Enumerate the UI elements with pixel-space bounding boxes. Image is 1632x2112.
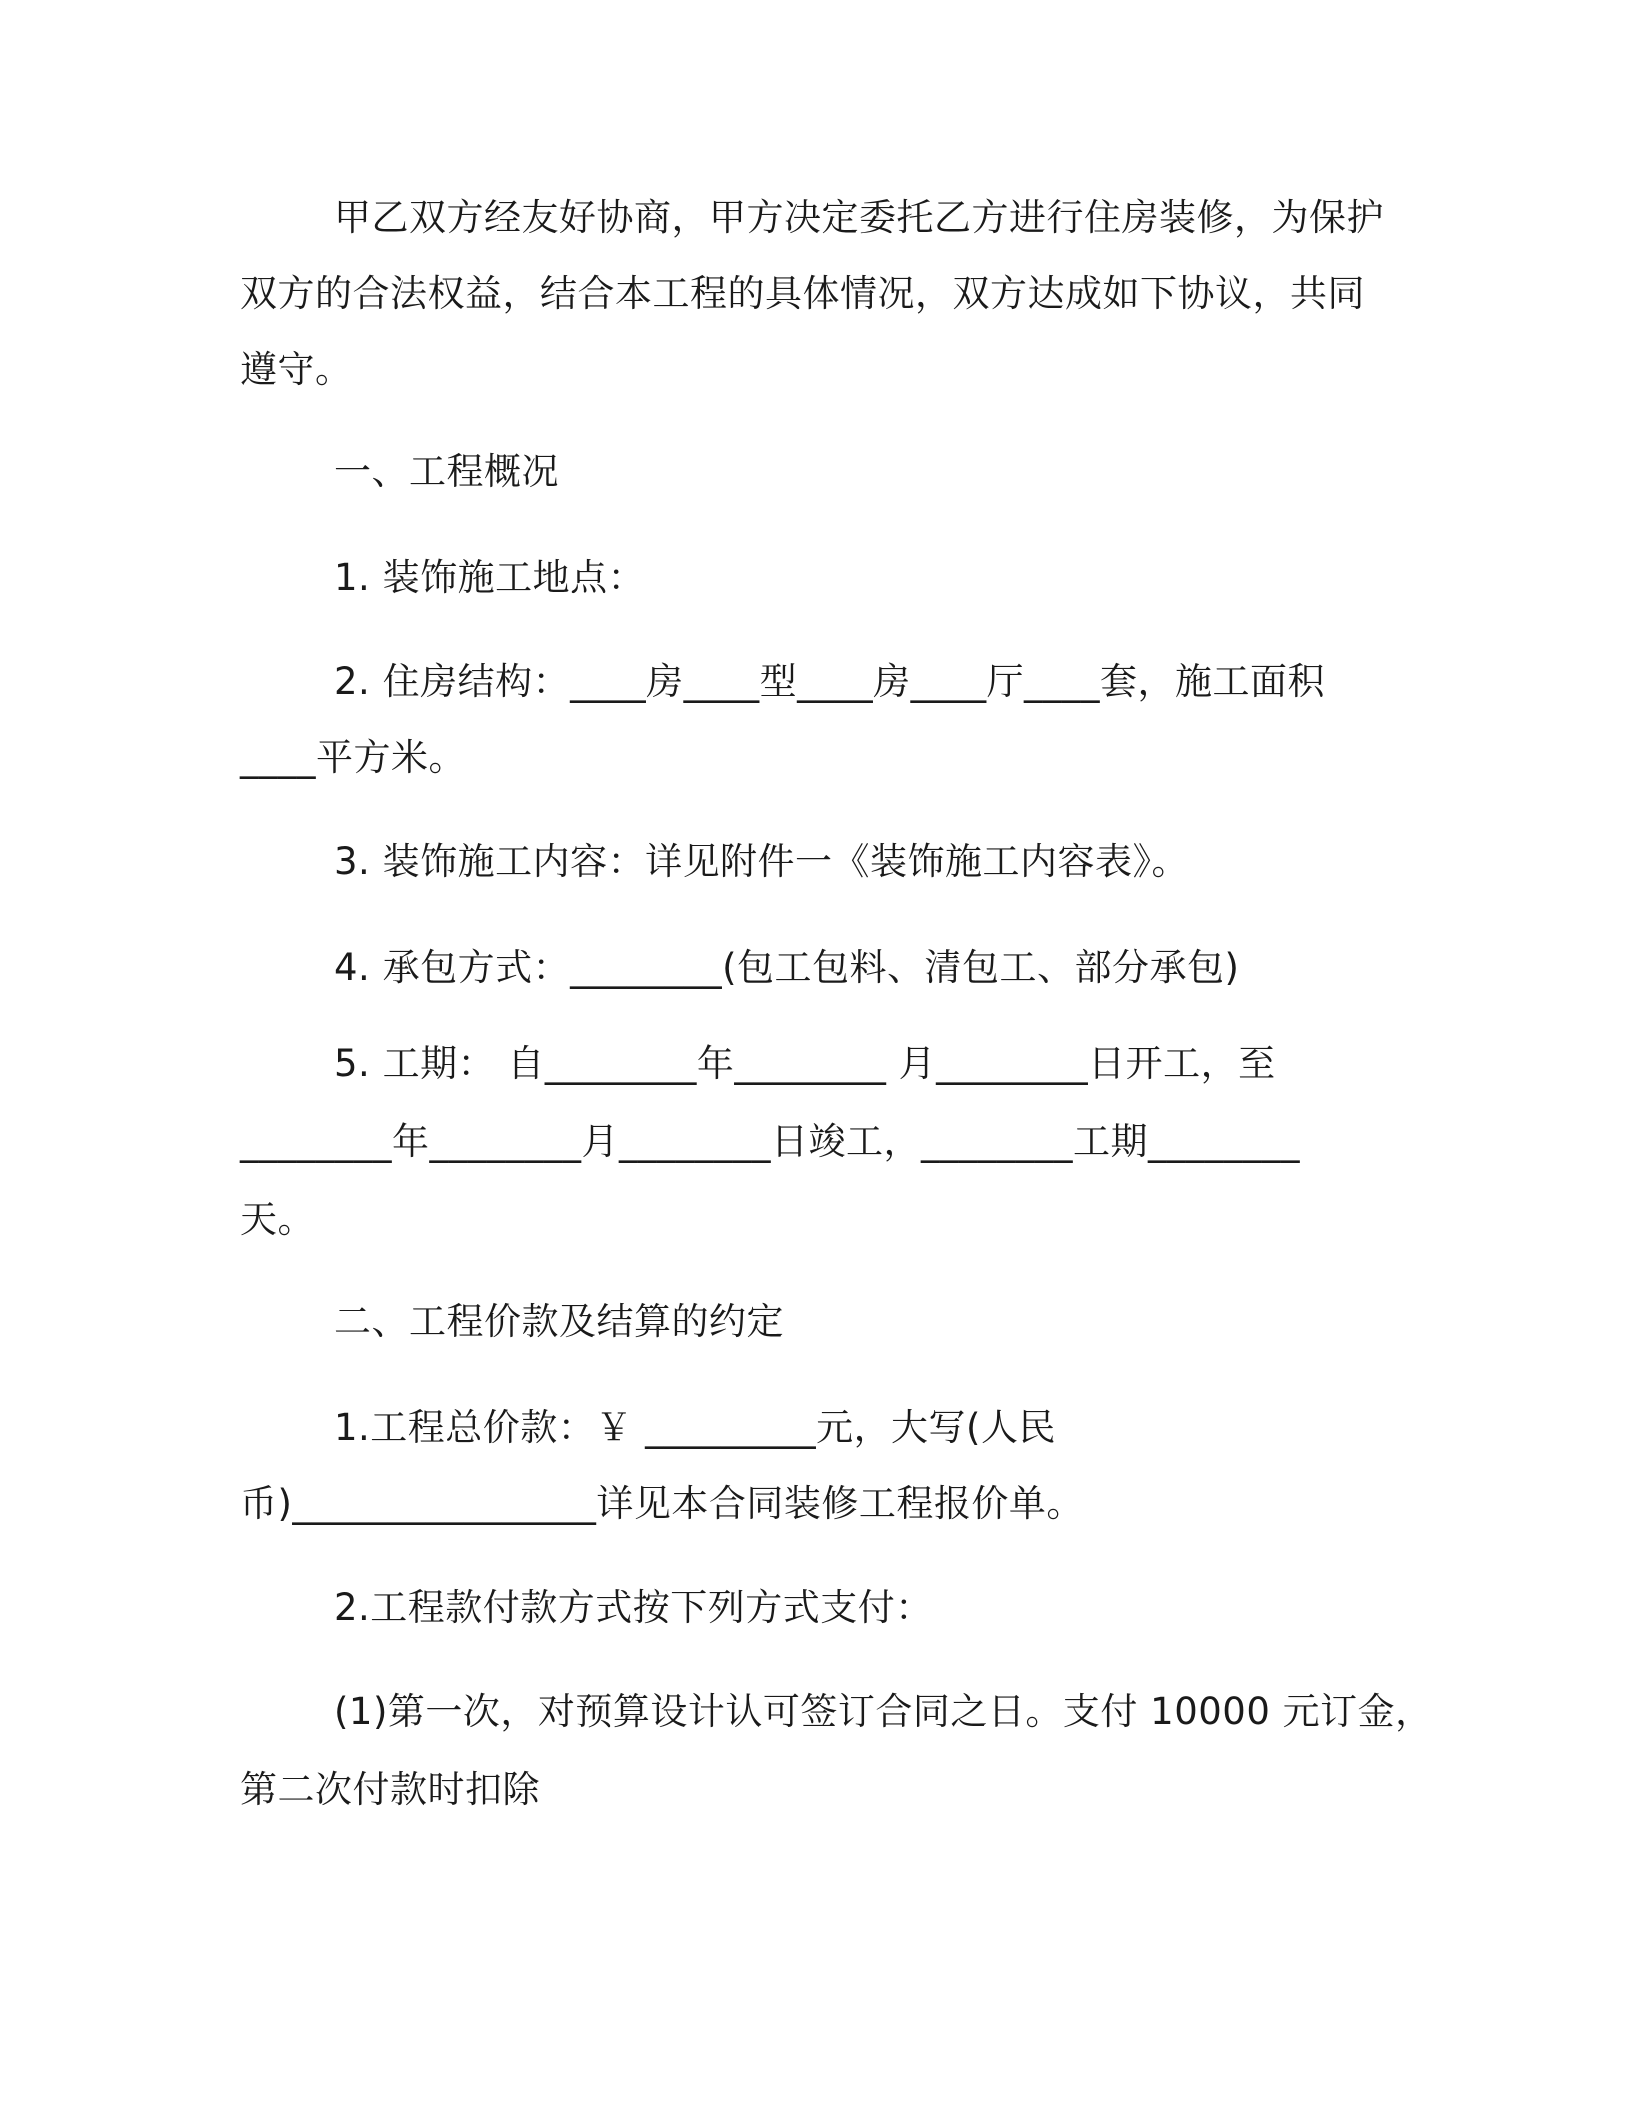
section-1-item-2-line-2: ____平方米。 [240, 736, 466, 779]
section-2-item-2a-line-1: (1)第一次，对预算设计认可签订合同之日。支付 10000 元订金， [334, 1690, 1433, 1733]
intro-line-3: 遵守。 [240, 348, 353, 391]
section-1-item-3: 3. 装饰施工内容：详见附件一《装饰施工内容表》。 [334, 840, 1190, 883]
section-2-item-1-line-1: 1.工程总价款：￥ _________元，大写(人民 [334, 1406, 1056, 1449]
section-2-item-2: 2.工程款付款方式按下列方式支付： [334, 1586, 933, 1629]
section-1-item-5-line-2: ________年________月________日竣工，________工期________ [240, 1120, 1300, 1163]
section-2-item-2a-line-2: 第二次付款时扣除 [240, 1768, 540, 1811]
section-1-item-5-line-3: 天。 [240, 1198, 315, 1241]
section-1-item-1: 1. 装饰施工地点： [334, 556, 646, 599]
section-1-item-4: 4. 承包方式：________(包工包料、清包工、部分承包) [334, 946, 1240, 989]
intro-line-2: 双方的合法权益，结合本工程的具体情况，双方达成如下协议，共同 [240, 272, 1365, 315]
section-2-item-1-line-2: 币)________________详见本合同装修工程报价单。 [240, 1482, 1084, 1525]
section-1-item-5-line-1: 5. 工期： 自________年________ 月________日开工，至 [334, 1042, 1276, 1085]
section-1-heading: 一、工程概况 [334, 450, 559, 493]
section-2-heading: 二、工程价款及结算的约定 [334, 1300, 784, 1343]
intro-line-1: 甲乙双方经友好协商，甲方决定委托乙方进行住房装修，为保护 [334, 196, 1384, 239]
section-1-item-2-line-1: 2. 住房结构：____房____型____房____厅____套，施工面积 [334, 660, 1326, 703]
